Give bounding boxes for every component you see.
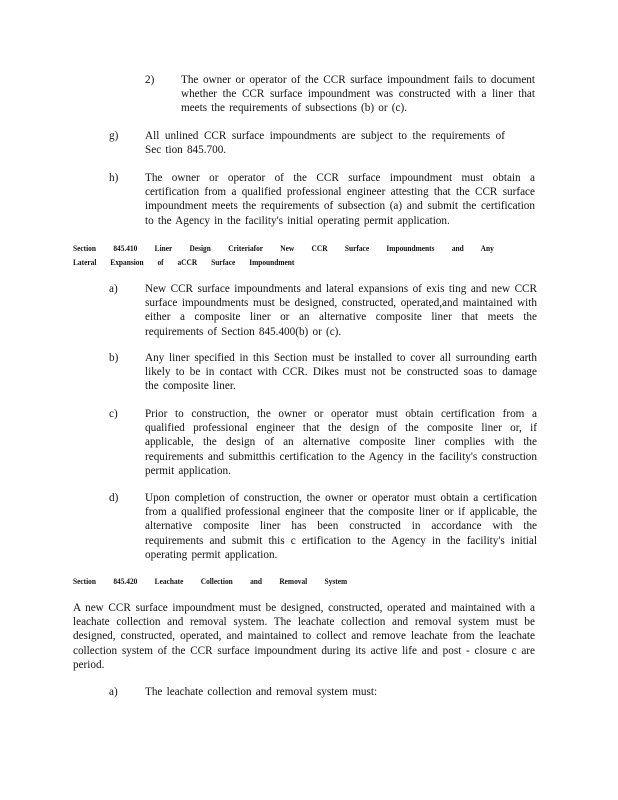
section-410-heading-line1: Section 845.410 Liner Design Criteriafor New CCR Surface Impoundments and Any — [73, 243, 494, 253]
subsection-h-label: h) — [109, 172, 119, 184]
subsection-g-text: All unlined CCR surface impoundments are subject to the requirements of Sec tion 845.700. — [145, 130, 505, 157]
section-420-item-a-label: a) — [109, 686, 118, 698]
subsection-g-label: g) — [109, 130, 119, 142]
subitem-2-text: The owner or operator of the CCR surface impoundment fails to document whether the CCR surface impoundment was constructed with a liner that meets the requirements of subsections (b) or (c). — [181, 74, 535, 115]
subsection-h-text: The owner or operator of the CCR surface impoundment must obtain a certification from a qualified professional engineer attesting that the CCR surface impoundment meets the requirements of subsection (a) and submit the certification to the Agency in the facility's initial operating permit application. — [145, 172, 535, 227]
section-410-item-a-label: a) — [109, 283, 118, 295]
section-410-item-b — [109, 351, 537, 394]
section-410-item-c-text: Prior to construction, the owner or operator must obtain certification from a qualified professional engineer that the design of the composite liner or, if applicable, the design of an alternative composite liner complies with the requirements and submitthis certification to the Agency in the facility's construction permit application. — [145, 408, 537, 477]
section-420-heading: Section 845.420 Leachate Collection and Removal System — [73, 576, 348, 586]
section-420-item-a-text: The leachate collection and removal system must: — [145, 686, 378, 698]
section-420-intro: A new CCR surface impoundment must be designed, constructed, operated and maintained with a leachate collection and removal system. The leachate collection and removal system must be designed, constructed, operated, and maintained to collect and remove leachate from the leachate collection system of the CCR surface impoundment during its active life and post - closure c are period. — [73, 602, 535, 671]
subsection-h — [109, 171, 535, 228]
section-410-item-d-label: d) — [109, 492, 119, 504]
section-410-item-a-text: New CCR surface impoundments and lateral expansions of exis ting and new CCR surface impoundments must be designed, constructed, operated,and maintained with either a composite liner or an alternative composite liner that meets the requirements of Section 845.400(b) or (c). — [145, 283, 537, 338]
section-410-item-a — [109, 282, 537, 339]
subsection-g — [109, 129, 535, 157]
section-420-item-a — [109, 685, 537, 699]
section-410-item-d-text: Upon completion of construction, the owner or operator must obtain a certification from a qualified professional engineer that the composite liner or if applicable, the alternative composite liner has been constructed in accordance with the requirements and submit this c ertification to the Agency in the facility's initial operating permit application. — [145, 492, 537, 561]
subitem-2-label: 2) — [145, 74, 155, 86]
subitem-2 — [145, 73, 535, 116]
section-410-item-b-label: b) — [109, 352, 119, 364]
section-410-item-c-label: c) — [109, 408, 118, 420]
section-410-item-c — [109, 407, 537, 478]
section-410-item-d — [109, 491, 537, 562]
section-410-item-b-text: Any liner specified in this Section must be installed to cover all surrounding earth likely to be in contact with CCR. Dikes must not be constructed soas to damage the composite liner. — [145, 352, 537, 393]
section-410-heading-line2: Lateral Expansion of aCCR Surface Impoundment — [73, 257, 295, 267]
